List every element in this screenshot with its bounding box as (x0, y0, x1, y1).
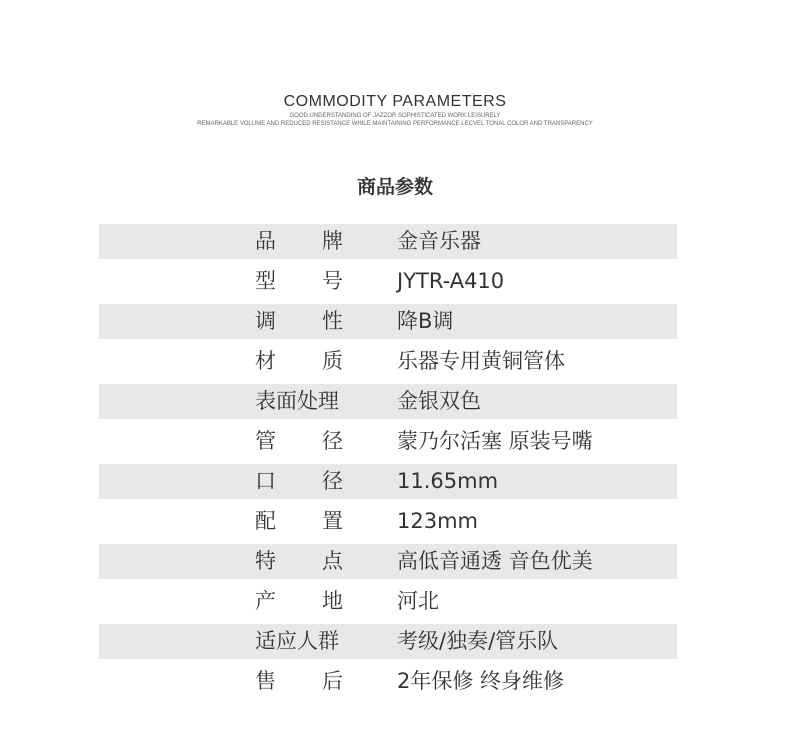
parameter-table (99, 224, 677, 704)
row-label: 产 地 (255, 589, 343, 613)
row-value: 2年保修 终身维修 (397, 669, 565, 693)
row-label: 适应人群 (255, 629, 339, 653)
subtitle-line-2: REMARKABLE VOLUME AND REDUCED RESISTANCE WHILE MAINTAINING PERFORMANCE LECVEL TONAL COLOR AND TRANSPARENCY (197, 121, 593, 127)
table-row (99, 624, 677, 659)
table-row (99, 504, 677, 539)
row-value: 考级/独奏/管乐队 (397, 629, 559, 653)
row-label: 配 置 (255, 509, 343, 533)
row-label: 特 点 (255, 549, 343, 573)
row-value: 河北 (397, 589, 439, 613)
row-value: 金银双色 (397, 389, 481, 413)
header (0, 92, 790, 128)
table-row (99, 584, 677, 619)
page-title: COMMODITY PARAMETERS (283, 93, 507, 110)
row-value: 乐器专用黄铜管体 (397, 349, 565, 373)
table-row (99, 424, 677, 459)
row-value: JYTR-A410 (397, 269, 505, 293)
row-value: 高低音通透 音色优美 (397, 549, 593, 573)
row-label: 材 质 (255, 349, 343, 373)
row-label: 型 号 (255, 269, 343, 293)
table-row (99, 264, 677, 299)
row-label: 表面处理 (255, 389, 339, 413)
row-value: 金音乐器 (397, 229, 481, 253)
row-label: 管 径 (255, 429, 343, 453)
row-label: 售 后 (255, 669, 343, 693)
table-row (99, 464, 677, 499)
table-row (99, 304, 677, 339)
row-value: 降B调 (397, 309, 454, 333)
table-row (99, 664, 677, 699)
row-label: 品 牌 (255, 229, 343, 253)
table-row (99, 384, 677, 419)
table-row (99, 544, 677, 579)
row-label: 口 径 (255, 469, 343, 493)
row-value: 蒙乃尔活塞 原装号嘴 (397, 429, 593, 453)
row-label: 调 性 (255, 309, 343, 333)
row-value: 11.65mm (397, 469, 499, 493)
section-title: 商品参数 (356, 176, 433, 198)
table-row (99, 344, 677, 379)
row-value: 123mm (397, 509, 478, 533)
subtitle-line-1: GOOD UNDERSTANDING OF JAZZOR SOPHISTICATED WORK LEISURELY (289, 113, 501, 119)
table-row (99, 224, 677, 259)
